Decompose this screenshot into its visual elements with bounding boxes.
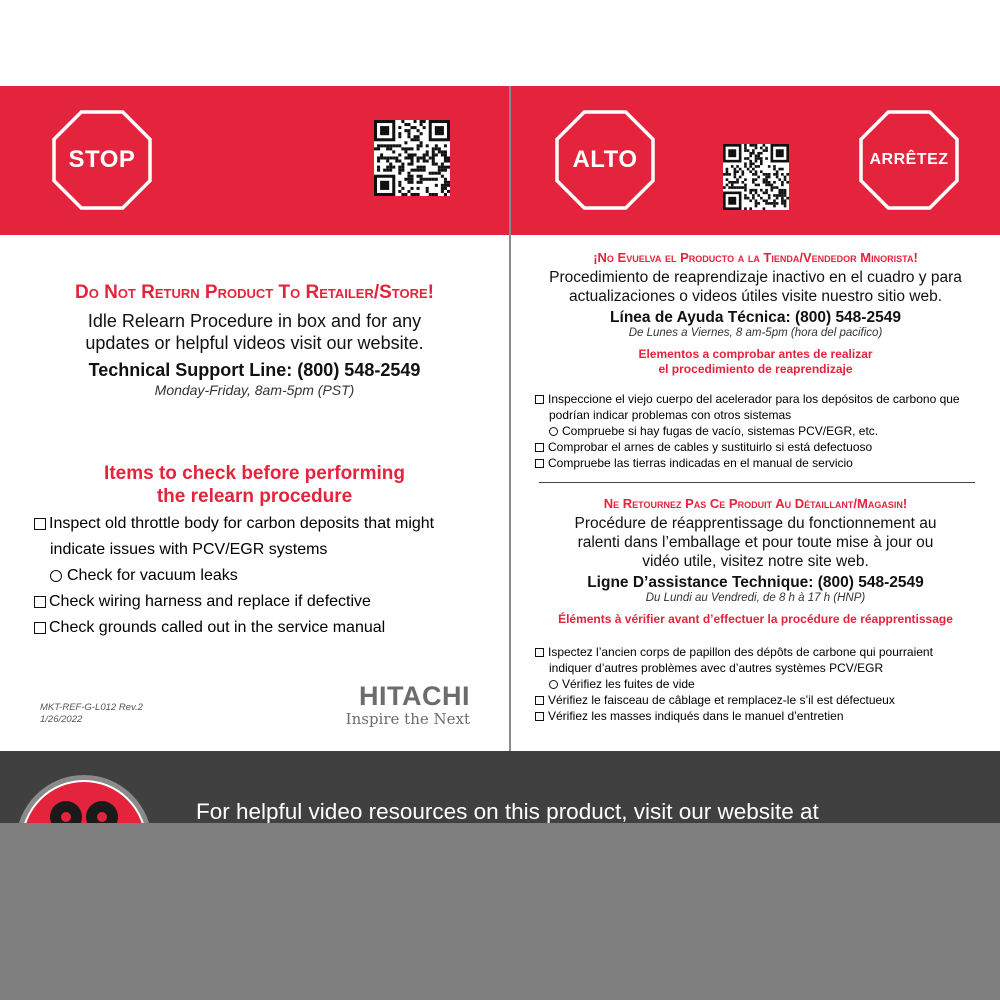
checklist-item-text: Inspect old throttle body for carbon deposits that might [49, 515, 435, 532]
checklist-item [34, 540, 494, 560]
checklist-item [535, 392, 995, 407]
relearn-info-text: Idle Relearn Procedure in box and for any updates or helpful videos visit our website. [85, 311, 424, 353]
checklist-item-text: Vérifiez les masses indiqués dans le manuel d’entretien [548, 709, 844, 723]
alto-sign-icon [555, 110, 655, 210]
checklist-item [535, 661, 995, 676]
checkbox-icon[interactable] [34, 596, 46, 608]
french-checklist [535, 645, 995, 725]
document-code: MKT-REF-G-L012 Rev.2 1/26/2022 [40, 702, 143, 725]
checklist-item [535, 709, 995, 724]
checklist-item-text: Check for vacuum leaks [67, 567, 238, 584]
circle-bullet-icon [50, 570, 62, 582]
checklist-item-text: Check wiring harness and replace if defective [49, 593, 371, 610]
support-phone: Technical Support Line: (800) 548-2549 [88, 360, 421, 380]
stop-sign-label: STOP [68, 146, 136, 173]
checkbox-icon[interactable] [34, 622, 46, 634]
spanish-support-hours: De Lunes a Viernes, 8 am-5pm (hora del pacifico) [628, 327, 883, 339]
video-resources-text: For helpful video resources on this product, visit our website at [196, 799, 819, 823]
checklist-item-text: Vérifiez le faisceau de câblage et remplacez-le s’il est défectueux [548, 693, 895, 707]
french-info-text: Procédure de réapprentissage du fonctionnement au ralenti dans l’emballage et pour toute mise à jour ou vidéo utile, visitez notre site web. [574, 515, 937, 570]
checklist-item-text: Compruebe si hay fugas de vacío, sistemas PCV/EGR, etc. [562, 424, 879, 438]
section-rule [539, 482, 975, 483]
spanish-checklist-heading: Elementos a comprobar antes de realizar el procedimiento de reaprendizaje [638, 347, 873, 376]
french-support-hours: Du Lundi au Vendredi, de 8 h à 17 h (HNP) [645, 592, 866, 604]
support-hours: Monday-Friday, 8am-5pm (PST) [154, 382, 355, 398]
checklist-item [535, 408, 995, 423]
spanish-heading: ¡No Evuelva el Producto a la Tienda/Vendedor Minorista! [593, 250, 918, 265]
checkbox-icon[interactable] [535, 712, 544, 721]
brand-tagline: Inspire the Next [345, 710, 470, 728]
arretez-sign-label: ARRÊTEZ [869, 151, 949, 168]
french-support-phone: Ligne D’assistance Technique: (800) 548-2549 [587, 574, 924, 591]
arretez-sign-icon [859, 110, 959, 210]
english-panel [0, 86, 509, 751]
checkbox-icon[interactable] [535, 395, 544, 404]
video-banner [0, 751, 1000, 823]
spanish-support-phone: Línea de Ayuda Técnica: (800) 548-2549 [610, 309, 901, 326]
checklist-item [34, 618, 494, 638]
circle-bullet-icon [549, 680, 558, 689]
spanish-checklist [535, 392, 995, 472]
checkbox-icon[interactable] [535, 696, 544, 705]
video-reel-icon[interactable] [14, 773, 154, 823]
checklist-item [535, 677, 995, 692]
lower-gray-area [0, 823, 1000, 1000]
stop-sign-icon [52, 110, 152, 210]
checklist-item [535, 456, 995, 471]
checklist-item [34, 592, 494, 612]
circle-bullet-icon [549, 427, 558, 436]
checklist-item [535, 645, 995, 660]
checkbox-icon[interactable] [535, 443, 544, 452]
spanish-info-text: Procedimiento de reaprendizaje inactivo en el cuadro y para actualizaciones o videos útiles visite nuestro sitio web. [549, 269, 962, 305]
checklist-item-text: indicate issues with PCV/EGR systems [50, 541, 328, 558]
french-heading: Ne Retournez Pas Ce Produit Au Détaillant/Magasin! [603, 496, 908, 511]
brand-name: HITACHI [359, 681, 470, 711]
spanish-french-panel [511, 86, 1000, 751]
checklist-item-text: Comprobar el arnes de cables y sustituirlo si está defectuoso [548, 440, 873, 454]
checklist-item-text: Vérifiez les fuites de vide [562, 677, 695, 691]
checklist-item-text: indiquer d’autres problèmes avec d’autres systèmes PCV/EGR [549, 661, 884, 675]
french-checklist-heading: Éléments à vérifier avant d’effectuer la procédure de réapprentissage [558, 612, 953, 626]
checklist-item-text: Check grounds called out in the service manual [49, 619, 386, 636]
checklist-item [535, 693, 995, 708]
checklist-item-text: podrían indicar problemas con otros sistemas [549, 408, 792, 422]
checklist-item-text: Ispectez l’ancien corps de papillon des dépôts de carbone qui pourraient [548, 645, 933, 659]
checklist-item [535, 440, 995, 455]
do-not-return-heading: Do Not Return Product To Retailer/Store! [74, 282, 435, 303]
checklist-heading: Items to check before performing the relearn procedure [104, 463, 405, 507]
checklist-item [34, 566, 494, 586]
checklist-item-text: Inspeccione el viejo cuerpo del acelerador para los depósitos de carbono que [548, 392, 960, 406]
checkbox-icon[interactable] [535, 648, 544, 657]
qr-code-icon[interactable] [374, 120, 450, 196]
hitachi-logo [330, 682, 470, 728]
checkbox-icon[interactable] [535, 459, 544, 468]
alto-sign-label: ALTO [572, 146, 638, 173]
checklist-item [535, 424, 995, 439]
checklist [34, 514, 494, 644]
checkbox-icon[interactable] [34, 518, 46, 530]
qr-code-icon[interactable] [723, 144, 789, 210]
checklist-item-text: Compruebe las tierras indicadas en el manual de servicio [548, 456, 853, 470]
checklist-item [34, 514, 494, 534]
